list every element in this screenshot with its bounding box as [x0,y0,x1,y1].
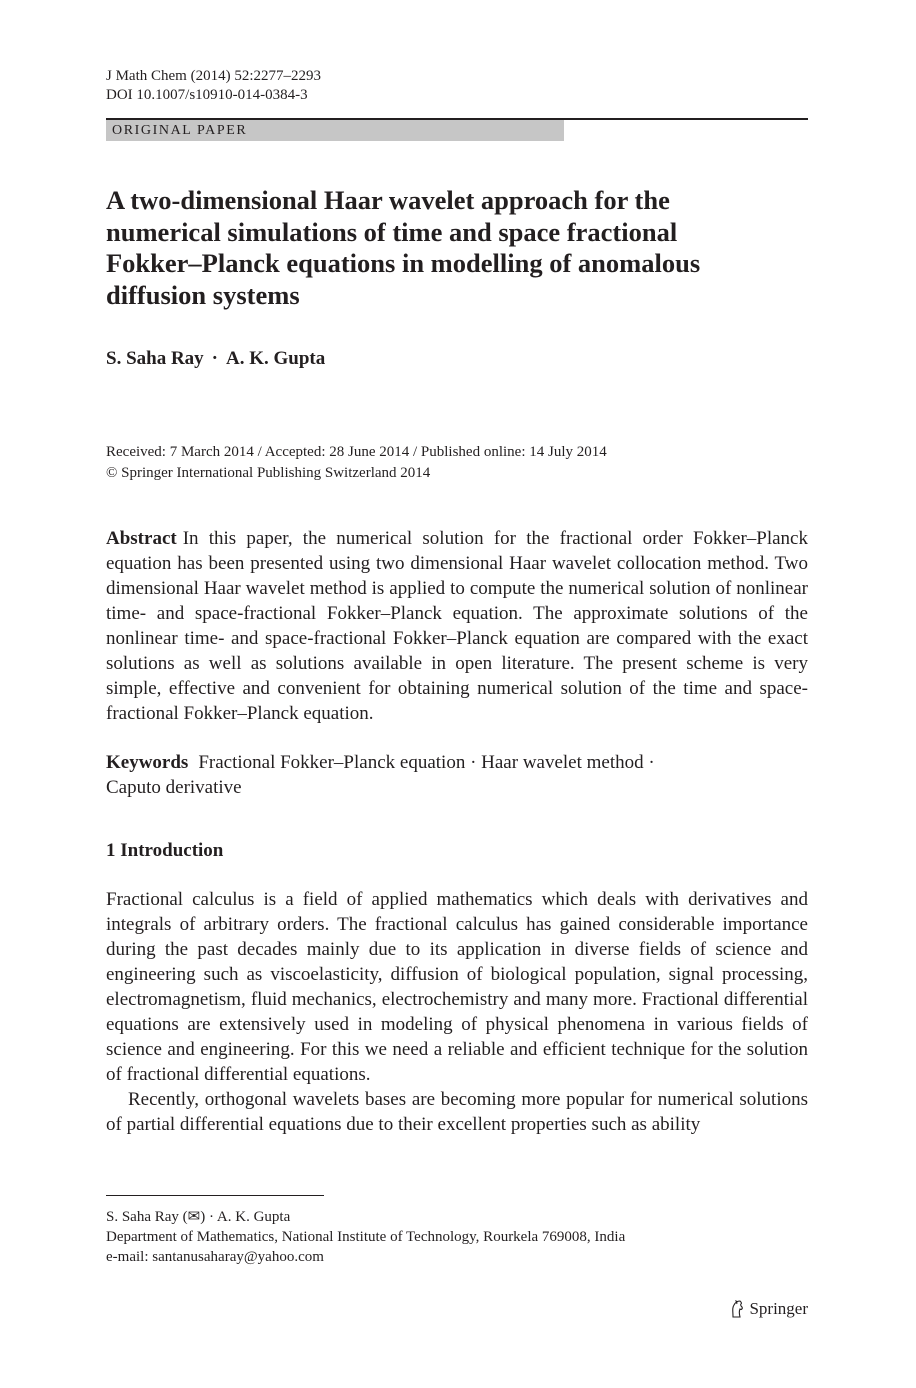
footnote-rule [106,1195,324,1196]
abstract [106,526,808,726]
abstract-label: Abstract [106,528,177,549]
author-separator: · [211,348,219,369]
publisher-name: Springer [749,1299,808,1318]
publication-dates: Received: 7 March 2014 / Accepted: 28 June 2014 / Published online: 14 July 2014 [106,444,607,460]
paragraph: Fractional calculus is a field of applied mathematics which deals with derivatives and integrals of arbitrary orders. The fractional calculus has gained considerable importance during the past decades mainly due to its application in diverse fields of science and engineering such as viscoelasticity, diffusion of biological population, signal processing, electromagnetism, fluid mechanics, electrochemistry and many more. Fractional differential equations are extensively used in modeling of physical phenomena in various fields of science and engineering. For this we need a reliable and efficient technique for the solution of fractional differential equations. [106,889,808,1085]
title-line: numerical simulations of time and space fractional [106,216,678,247]
journal-citation: J Math Chem (2014) 52:2277–2293 [106,68,321,84]
paper-title [106,185,746,311]
corresponding-author: S. Saha Ray [106,1209,179,1225]
mail-icon: (✉) [182,1209,206,1225]
paragraph: Recently, orthogonal wavelets bases are becoming more popular for numerical solutions of partial differential equations due to their excellent properties such as ability [106,1089,808,1135]
author-name: A. K. Gupta [226,348,326,369]
doi: DOI 10.1007/s10910-014-0384-3 [106,87,308,103]
keywords-text: Fractional Fokker–Planck equation · Haar wavelet method · [198,752,655,773]
author-name: S. Saha Ray [106,348,204,369]
springer-horse-icon [729,1299,745,1319]
keywords-text: Caputo derivative [106,777,242,798]
email: e-mail: santanusaharay@yahoo.com [106,1249,324,1265]
coauthor: · A. K. Gupta [208,1209,291,1225]
author-list [106,346,325,372]
publication-history [106,442,607,484]
footnote [106,1207,625,1267]
keywords-label: Keywords [106,752,189,773]
title-line: diffusion systems [106,279,300,310]
title-line: A two-dimensional Haar wavelet approach for the [106,185,670,215]
journal-info [106,67,321,105]
keywords [106,750,808,800]
footnote-authors [106,1207,625,1227]
abstract-text: In this paper, the numerical solution for the fractional order Fokker–Planck equation has been presented using two dimensional Haar wavelet collocation method. Two dimensional Haar wavelet method is applied to compute the numerical solution of nonlinear time- and space-fractional Fokker–Planck equation. The approximate solutions of the nonlinear time- and space-fractional Fokker–Planck equation are compared with the exact solutions as well as solutions available in open literature. The present scheme is very simple, effective and convenient for obtaining numerical solution of the time and space-fractional Fokker–Planck equation. [106,528,808,724]
copyright-line: © Springer International Publishing Switzerland 2014 [106,465,431,481]
affiliation: Department of Mathematics, National Institute of Technology, Rourkela 769008, India [106,1229,626,1245]
section-body [106,887,808,1137]
article-type-banner: ORIGINAL PAPER [106,120,564,141]
title-line: Fokker–Planck equations in modelling of anomalous [106,248,701,278]
publisher-logo [729,1297,808,1321]
section-heading: 1 Introduction [106,840,224,861]
